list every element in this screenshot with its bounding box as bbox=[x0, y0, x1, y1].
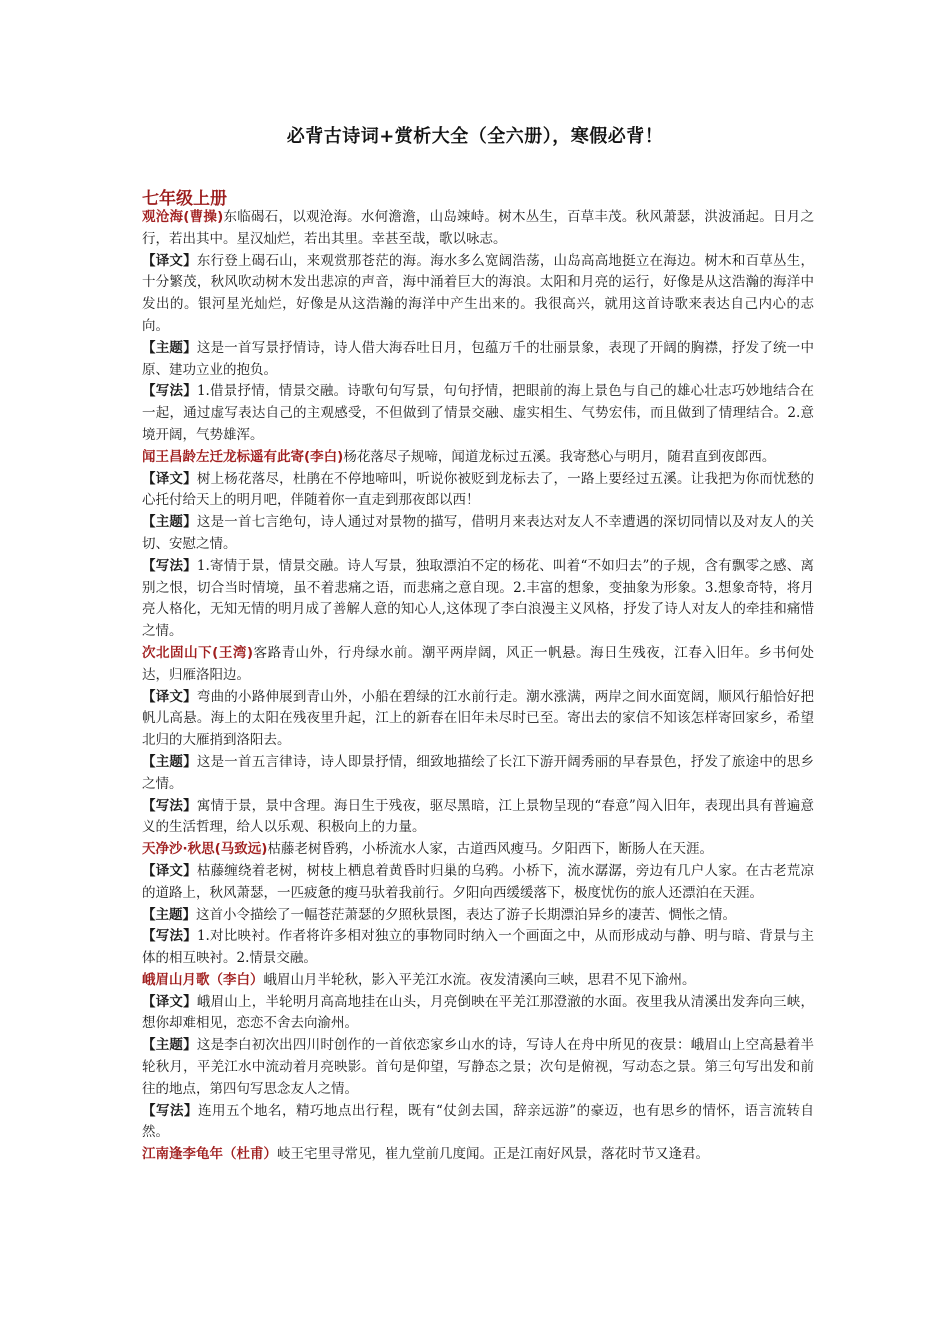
section-heading: 七年级上册 bbox=[142, 189, 227, 209]
section-text: 东行登上碣石山，来观赏那苍茫的海。海水多么宽阔浩荡，山岛高高地挺立在海边。树木和百草丛生，十分繁茂，秋风吹动树木发出悲凉的声音，海中涌着巨大的海浪。太阳和月亮的运行，好像是从这浩瀚的海洋中发出的。银河星光灿烂，好像是从这浩瀚的海洋中产生出来的。我很高兴，就用这首诗歌来表达自己内心的志向。 bbox=[142, 252, 814, 334]
technique-paragraph bbox=[142, 926, 814, 970]
section-text: 这是一首写景抒情诗，诗人借大海吞吐日月，包蕴万千的壮丽景象，表现了开阔的胸襟，抒发了统一中原、建功立业的抱负。 bbox=[142, 339, 814, 378]
theme-paragraph bbox=[142, 905, 814, 927]
section-text: 这首小令描绘了一幅苍茫萧瑟的夕照秋景图，表达了游子长期漂泊异乡的凄苦、惆怅之情。 bbox=[196, 906, 736, 923]
translation-paragraph bbox=[142, 992, 814, 1036]
section-tag: 【译文】 bbox=[142, 688, 197, 705]
section-tag: 【主题】 bbox=[142, 514, 197, 531]
poem-title: 观沧海(曹操) bbox=[142, 209, 224, 225]
theme-paragraph bbox=[142, 1035, 814, 1100]
technique-paragraph bbox=[142, 1101, 814, 1145]
section-text: 树上杨花落尽，杜鹃在不停地啼叫，听说你被贬到龙标去了，一路上要经过五溪。让我把为你而忧愁的心托付给天上的明月吧，伴随着你一直走到那夜郎以西！ bbox=[142, 470, 814, 509]
section-tag: 【主题】 bbox=[142, 753, 197, 770]
poem-title: 天净沙·秋思(马致远) bbox=[142, 841, 268, 858]
section-tag: 【译文】 bbox=[142, 862, 197, 879]
technique-paragraph bbox=[142, 796, 814, 840]
translation-paragraph bbox=[142, 687, 814, 752]
poem-text bbox=[142, 839, 814, 861]
theme-paragraph bbox=[142, 338, 814, 382]
section-text: 1.对比映衬。作者将许多相对独立的事物同时纳入一个画面之中，从而形成动与静、明与暗、背景与主体的相互映衬。2.情景交融。 bbox=[142, 928, 815, 967]
poem-body: 东临碣石，以观沧海。水何澹澹，山岛竦峙。树木丛生，百草丰茂。秋风萧瑟，洪波涌起。日月之行，若出其中。星汉灿烂，若出其里。幸甚至哉，歌以咏志。 bbox=[142, 209, 815, 247]
section-text: 这是一首七言绝句，诗人通过对景物的描写，借明月来表达对友人不幸遭遇的深切同情以及对友人的关切、安慰之情。 bbox=[142, 514, 814, 552]
translation-paragraph bbox=[142, 469, 814, 513]
section-text: 连用五个地名，精巧地点出行程，既有“仗剑去国，辞亲远游”的豪迈，也有思乡的情怀，语言流转自然。 bbox=[142, 1102, 814, 1141]
section-text: 弯曲的小路伸展到青山外，小船在碧绿的江水前行走。潮水涨满，两岸之间水面宽阔，顺风行船恰好把帆儿高悬。海上的太阳在残夜里升起，江上的新春在旧年未尽时已至。寄出去的家信不知该怎样寄回家乡，希望北归的大雁捎到洛阳去。 bbox=[142, 688, 814, 749]
section-text: 1.借景抒情，情景交融。诗歌句句写景，句句抒情，把眼前的海上景色与自己的雄心壮志巧妙地结合在一起，通过虚写表达自己的主观感受，不但做到了情景交融、虚实相生、气势宏伟，而且做到了情理结合。2.意境开阔，气势雄浑。 bbox=[142, 383, 815, 443]
section-text: 枯藤缠绕着老树，树枝上栖息着黄昏时归巢的乌鸦。小桥下，流水潺潺，旁边有几户人家。在古老荒凉的道路上，秋风萧瑟，一匹疲惫的瘦马驮着我前行。夕阳向西缓缓落下，极度忧伤的旅人还漂泊在天涯。 bbox=[142, 862, 814, 901]
poem-body: 客路青山外，行舟绿水前。潮平两岸阔，风正一帆悬。海日生残夜，江春入旧年。乡书何处达，归雁洛阳边。 bbox=[142, 644, 815, 683]
section-tag: 【主题】 bbox=[142, 1037, 197, 1054]
poem-text bbox=[142, 643, 814, 687]
poem-text bbox=[142, 970, 814, 992]
section-tag: 【主题】 bbox=[142, 339, 197, 356]
poem-title: 峨眉山月歌（李白） bbox=[142, 971, 264, 988]
poem-title: 次北固山下(王湾) bbox=[142, 644, 254, 661]
theme-paragraph bbox=[142, 512, 814, 556]
poem-body: 杨花落尽子规啼，闻道龙标过五溪。我寄愁心与明月，随君直到夜郎西。 bbox=[343, 448, 776, 465]
section-text: 寓情于景，景中含理。海日生于残夜，驱尽黑暗，江上景物呈现的“春意”闯入旧年，表现出具有普遍意义的生活哲理，给人以乐观、积极向上的力量。 bbox=[142, 797, 815, 836]
poem-title: 闻王昌龄左迁龙标遥有此寄(李白) bbox=[142, 448, 344, 465]
section-tag: 【主题】 bbox=[142, 906, 196, 923]
translation-paragraph bbox=[142, 861, 814, 905]
section-tag: 【写法】 bbox=[142, 1102, 198, 1119]
section-text: 这是李白初次出四川时创作的一首依恋家乡山水的诗，写诗人在舟中所见的夜景：峨眉山上空高悬着半轮秋月，平羌江水中流动着月亮映影。首句是仰望，写静态之景；次句是俯视，写动态之景。第三句写出发和前往的地点，第四句写思念友人之情。 bbox=[142, 1037, 814, 1097]
poem-body: 枯藤老树昏鸦，小桥流水人家，古道西风瘦马。夕阳西下，断肠人在天涯。 bbox=[267, 841, 713, 858]
poem-title: 江南逢李龟年（杜甫） bbox=[142, 1146, 277, 1163]
section-tag: 【写法】 bbox=[142, 557, 197, 574]
technique-paragraph bbox=[142, 556, 814, 643]
section-text: 峨眉山上，半轮明月高高地挂在山头，月亮倒映在平羌江那澄澈的水面。夜里我从清溪出发奔向三峡，想你却难相见，恋恋不舍去向渝州。 bbox=[142, 993, 814, 1032]
document-title: 必背古诗词+赏析大全（全六册），寒假必背！ bbox=[286, 126, 664, 147]
poem-body: 岐王宅里寻常见，崔九堂前几度闻。正是江南好风景，落花时节又逢君。 bbox=[277, 1146, 709, 1163]
section-tag: 【译文】 bbox=[142, 252, 197, 269]
section-tag: 【写法】 bbox=[142, 383, 197, 400]
poem-text bbox=[142, 447, 814, 469]
section-text: 这是一首五言律诗，诗人即景抒情，细致地描绘了长江下游开阔秀丽的早春景色，抒发了旅途中的思乡之情。 bbox=[142, 753, 814, 792]
technique-paragraph bbox=[142, 381, 814, 446]
poem-text bbox=[142, 207, 814, 251]
section-text: 1.寄情于景，情景交融。诗人写景，独取漂泊不定的杨花、叫着“不如归去”的子规，含有飘零之感、离别之恨，切合当时情境，虽不着悲痛之语，而悲痛之意自现。2.丰富的想象，变抽象为形象。3.想象奇特，将月亮人格化，无知无情的明月成了善解人意的知心人,这体现了李白浪漫主义风格，抒发了诗人对友人的牵挂和痛惜之情。 bbox=[142, 557, 815, 640]
translation-paragraph bbox=[142, 251, 814, 338]
document-body bbox=[142, 207, 814, 1166]
section-tag: 【写法】 bbox=[142, 928, 197, 945]
section-tag: 【译文】 bbox=[142, 993, 197, 1010]
poem-body: 峨眉山月半轮秋，影入平羌江水流。夜发清溪向三峡，思君不见下渝州。 bbox=[263, 971, 696, 988]
theme-paragraph bbox=[142, 752, 814, 796]
poem-text bbox=[142, 1144, 814, 1166]
section-tag: 【译文】 bbox=[142, 470, 197, 487]
section-tag: 【写法】 bbox=[142, 797, 197, 814]
